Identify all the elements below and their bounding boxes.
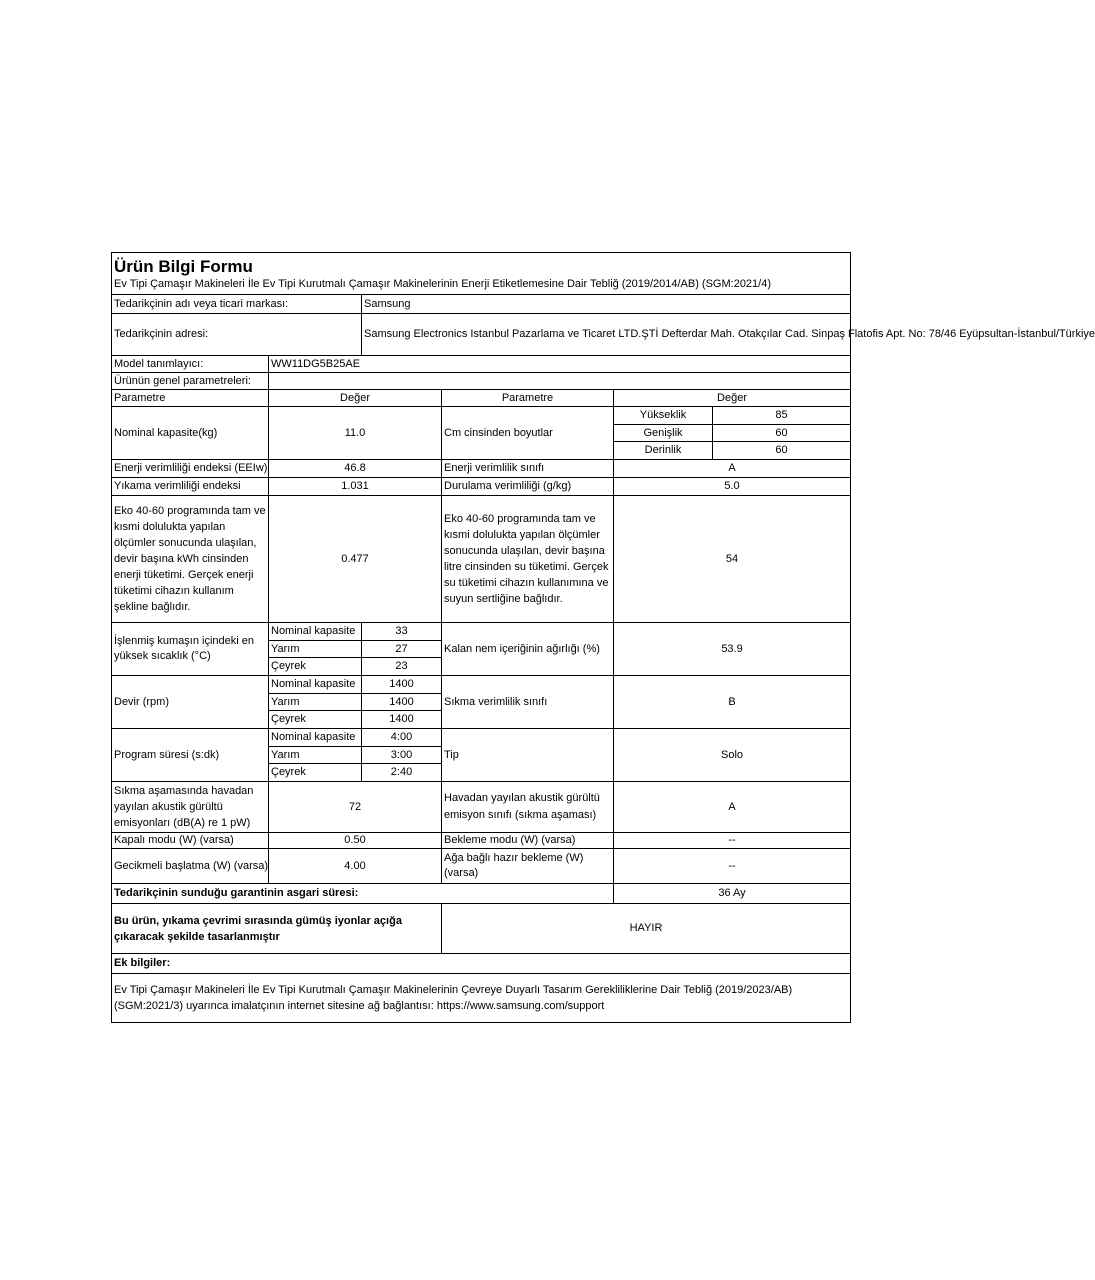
standby-label: Bekleme modu (W) (varsa) <box>442 833 614 849</box>
supplier-name-value: Samsung <box>362 295 851 314</box>
energy-class-label: Enerji verimlilik sınıfı <box>442 460 614 478</box>
general-params-label: Ürünün genel parametreleri: <box>112 373 269 390</box>
model-label: Model tanımlayıcı: <box>112 356 269 373</box>
energy-consumption-label: Eko 40-60 programında tam ve kısmi dolulukta yapılan ölçümler sonucunda ulaşılan, devir başına kWh cinsinden enerji tüketimi. Gerçek enerji tüketimi cihazın kullanım şekline bağlıdır. <box>112 496 269 623</box>
page-title: Ürün Bilgi Formu <box>114 257 253 276</box>
networked-standby-label: Ağa bağlı hazır bekleme (W) (varsa) <box>442 849 614 884</box>
type-value: Solo <box>614 729 851 782</box>
eei-value: 46.8 <box>269 460 442 478</box>
general-params-value <box>269 373 851 390</box>
param-header: Parametre <box>112 390 269 407</box>
extra-info-text: Ev Tipi Çamaşır Makineleri İle Ev Tipi Kurutmalı Çamaşır Makinelerinin Çevreye Duyarlı Tasarım Gerekliliklerine Dair Tebliğ (2019/2023/AB) (SGM:2021/3) uyarınca imalatçının internet sitesine ağ bağlantısı: https://www.samsung.com/support <box>112 974 851 1023</box>
rinse-efficiency-value: 5.0 <box>614 478 851 496</box>
silver-ions-label: Bu ürün, yıkama çevrimi sırasında gümüş iyonlar açığa çıkaracak şekilde tasarlanmıştır <box>112 904 442 954</box>
max-temperature-label: İşlenmiş kumaşın içindeki en yüksek sıcaklık (°C) <box>112 623 269 676</box>
max-temp-quarter-label: Çeyrek <box>269 658 362 676</box>
spin-quarter-value: 1400 <box>362 711 442 729</box>
networked-standby-value: -- <box>614 849 851 884</box>
spin-nominal-value: 1400 <box>362 676 442 694</box>
energy-class-value: A <box>614 460 851 478</box>
spin-quarter-label: Çeyrek <box>269 711 362 729</box>
max-temp-nominal-label: Nominal kapasite <box>269 623 362 641</box>
standby-value: -- <box>614 833 851 849</box>
program-duration-label: Program süresi (s:dk) <box>112 729 269 782</box>
wash-efficiency-label: Yıkama verimliliği endeksi <box>112 478 269 496</box>
supplier-address-value: Samsung Electronics Istanbul Pazarlama ve Ticaret LTD.ŞTİ Defterdar Mah. Otakçılar Cad. Sinpaş Flatofis Apt. No: 78/46 Eyüpsultan-İstanbul/Türkiye <box>362 314 851 356</box>
duration-quarter-label: Çeyrek <box>269 764 362 782</box>
dimensions-label: Cm cinsinden boyutlar <box>442 407 614 460</box>
spin-half-label: Yarım <box>269 694 362 711</box>
title-cell <box>112 253 851 295</box>
value-header: Değer <box>269 390 442 407</box>
supplier-name-label: Tedarikçinin adı veya ticari markası: <box>112 295 362 314</box>
noise-class-label: Havadan yayılan akustik gürültü emisyon sınıfı (sıkma aşaması) <box>442 782 614 833</box>
spin-speed-label: Devir (rpm) <box>112 676 269 729</box>
param-header: Parametre <box>442 390 614 407</box>
rinse-efficiency-label: Durulama verimliliği (g/kg) <box>442 478 614 496</box>
page-subtitle: Ev Tipi Çamaşır Makineleri İle Ev Tipi Kurutmalı Çamaşır Makinelerinin Enerji Etiketlemesine Dair Tebliğ (2019/2014/AB) (SGM:2021/4) <box>114 278 772 290</box>
spin-nominal-label: Nominal kapasite <box>269 676 362 694</box>
max-temp-half-value: 27 <box>362 641 442 658</box>
capacity-label: Nominal kapasite(kg) <box>112 407 269 460</box>
height-value: 85 <box>713 407 851 425</box>
extra-info-label: Ek bilgiler: <box>112 954 851 974</box>
guarantee-label: Tedarikçinin sunduğu garantinin asgari süresi: <box>112 884 614 904</box>
energy-consumption-value: 0.477 <box>269 496 442 623</box>
max-temp-half-label: Yarım <box>269 641 362 658</box>
type-label: Tip <box>442 729 614 782</box>
spin-half-value: 1400 <box>362 694 442 711</box>
max-temp-quarter-value: 23 <box>362 658 442 676</box>
noise-class-value: A <box>614 782 851 833</box>
off-mode-value: 0.50 <box>269 833 442 849</box>
max-temp-nominal-value: 33 <box>362 623 442 641</box>
water-consumption-value: 54 <box>614 496 851 623</box>
width-label: Genişlik <box>614 425 713 442</box>
water-consumption-label: Eko 40-60 programında tam ve kısmi dolulukta yapılan ölçümler sonucunda ulaşılan, devir başına litre cinsinden su tüketimi. Gerçek su tüketimi cihazın kullanımına ve suyun sertliğine bağlıdır. <box>442 496 614 623</box>
product-info-table <box>111 252 1095 1023</box>
delay-start-value: 4.00 <box>269 849 442 884</box>
silver-ions-value: HAYIR <box>442 904 851 954</box>
depth-label: Derinlik <box>614 442 713 460</box>
duration-nominal-value: 4:00 <box>362 729 442 747</box>
eei-label: Enerji verimliliği endeksi (EEIw) <box>112 460 269 478</box>
spin-class-label: Sıkma verimlilik sınıfı <box>442 676 614 729</box>
duration-nominal-label: Nominal kapasite <box>269 729 362 747</box>
guarantee-value: 36 Ay <box>614 884 851 904</box>
spin-class-value: B <box>614 676 851 729</box>
duration-quarter-value: 2:40 <box>362 764 442 782</box>
width-value: 60 <box>713 425 851 442</box>
delay-start-label: Gecikmeli başlatma (W) (varsa) <box>112 849 269 884</box>
moisture-value: 53.9 <box>614 623 851 676</box>
value-header: Değer <box>614 390 851 407</box>
noise-label: Sıkma aşamasında havadan yayılan akustik gürültü emisyonları (dB(A) re 1 pW) <box>112 782 269 833</box>
moisture-label: Kalan nem içeriğinin ağırlığı (%) <box>442 623 614 676</box>
height-label: Yükseklik <box>614 407 713 425</box>
capacity-value: 11.0 <box>269 407 442 460</box>
off-mode-label: Kapalı modu (W) (varsa) <box>112 833 269 849</box>
supplier-address-label: Tedarikçinin adresi: <box>112 314 362 356</box>
noise-value: 72 <box>269 782 442 833</box>
duration-half-label: Yarım <box>269 747 362 764</box>
duration-half-value: 3:00 <box>362 747 442 764</box>
product-information-sheet <box>111 252 1095 1028</box>
depth-value: 60 <box>713 442 851 460</box>
model-value: WW11DG5B25AE <box>269 356 851 373</box>
wash-efficiency-value: 1.031 <box>269 478 442 496</box>
